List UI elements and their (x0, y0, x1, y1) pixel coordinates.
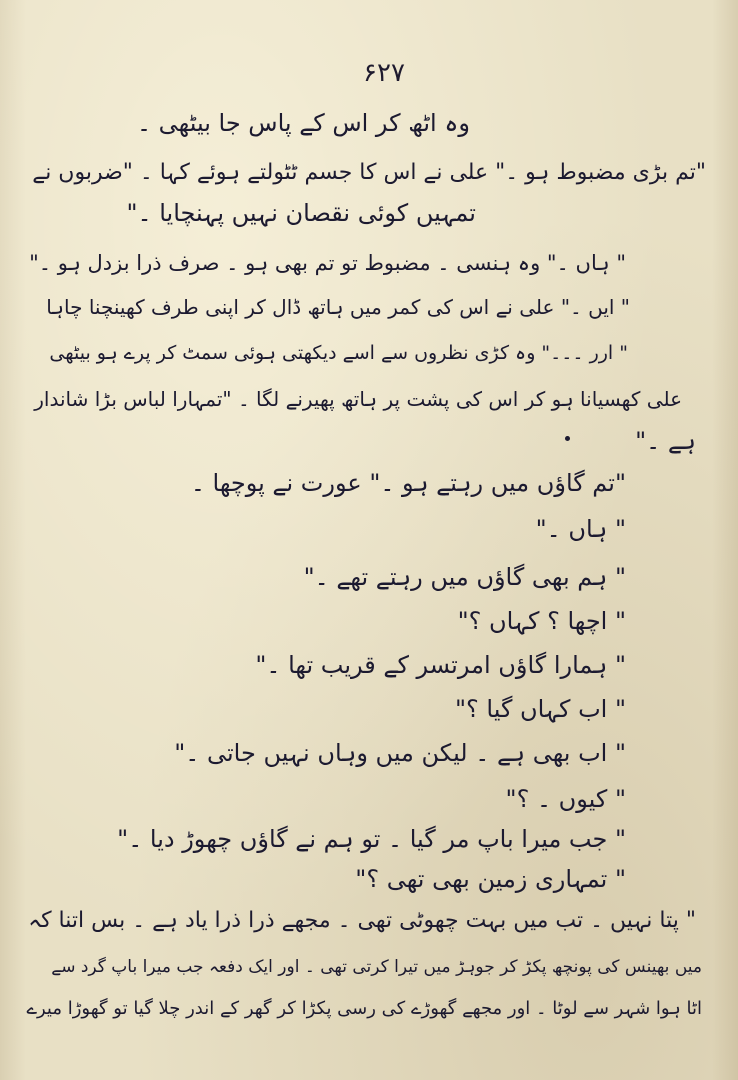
text-line-7: علی کھسیانا ہو کر اس کی پشت پر ہاتھ پھیرنے لگا ۔ "تمہارا لباس بڑا شاندار (34, 387, 682, 411)
text-line-6: " ارر ۔۔۔" وہ کڑی نظروں سے اسے دیکھتی ہوئی سمٹ کر پرے ہو بیٹھی (49, 342, 628, 364)
text-line-9: "تم گاؤں میں رہتے ہو ۔" عورت نے پوچھا ۔ (190, 469, 626, 497)
text-line-11: " ہم بھی گاؤں میں رہتے تھے ۔" (303, 563, 626, 591)
text-line-21: اٹا ہوا شہر سے لوٹا ۔ اور مجھے گھوڑے کی رسی پکڑا کر گھر کے اندر چلا گیا تو گھوڑا میرے (26, 998, 702, 1019)
page-number: ۶۲۷ (363, 58, 405, 88)
ink-dot (565, 436, 570, 441)
text-line-3: تمہیں کوئی نقصان نہیں پہنچایا ۔" (126, 199, 476, 227)
text-line-17: " جب میرا باپ مر گیا ۔ تو ہم نے گاؤں چھوڑ دیا ۔" (117, 825, 626, 853)
text-line-4: " ہاں ۔" وہ ہنسی ۔ مضبوط تو تم بھی ہو ۔ صرف ذرا بزدل ہو ۔" (29, 251, 626, 275)
text-line-16: " کیوں ۔ ؟" (505, 785, 626, 813)
text-line-1: وہ اٹھ کر اس کے پاس جا بیٹھی ۔ (136, 109, 470, 137)
text-line-19: " پتا نہیں ۔ تب میں بہت چھوٹی تھی ۔ مجھے ذرا ذرا یاد ہے ۔ بس اتنا کہ (28, 908, 696, 933)
text-line-14: " اب کہاں گیا ؟" (455, 695, 626, 723)
text-line-10: " ہاں ۔" (535, 515, 626, 543)
text-line-12: " اچھا ؟ کہاں ؟" (457, 607, 626, 635)
text-line-5: " ایں ۔" علی نے اس کی کمر میں ہاتھ ڈال کر اپنی طرف کھینچنا چاہا (46, 295, 630, 319)
text-line-2: "تم بڑی مضبوط ہو ۔" علی نے اس کا جسم ٹٹولتے ہوئے کہا ۔ "ضربوں نے (32, 160, 706, 185)
text-line-13: " ہمارا گاؤں امرتسر کے قریب تھا ۔" (255, 651, 626, 679)
text-line-18: " تمہاری زمین بھی تھی ؟" (355, 865, 626, 893)
text-line-20: میں بھینس کی پونچھ پکڑ کر جوہڑ میں تیرا کرتی تھی ۔ اور ایک دفعہ جب میرا باپ گرد سے (51, 957, 702, 977)
text-line-8: ہے ۔" (635, 427, 696, 455)
text-line-15: " اب بھی ہے ۔ لیکن میں وہاں نہیں جاتی ۔" (174, 739, 626, 767)
